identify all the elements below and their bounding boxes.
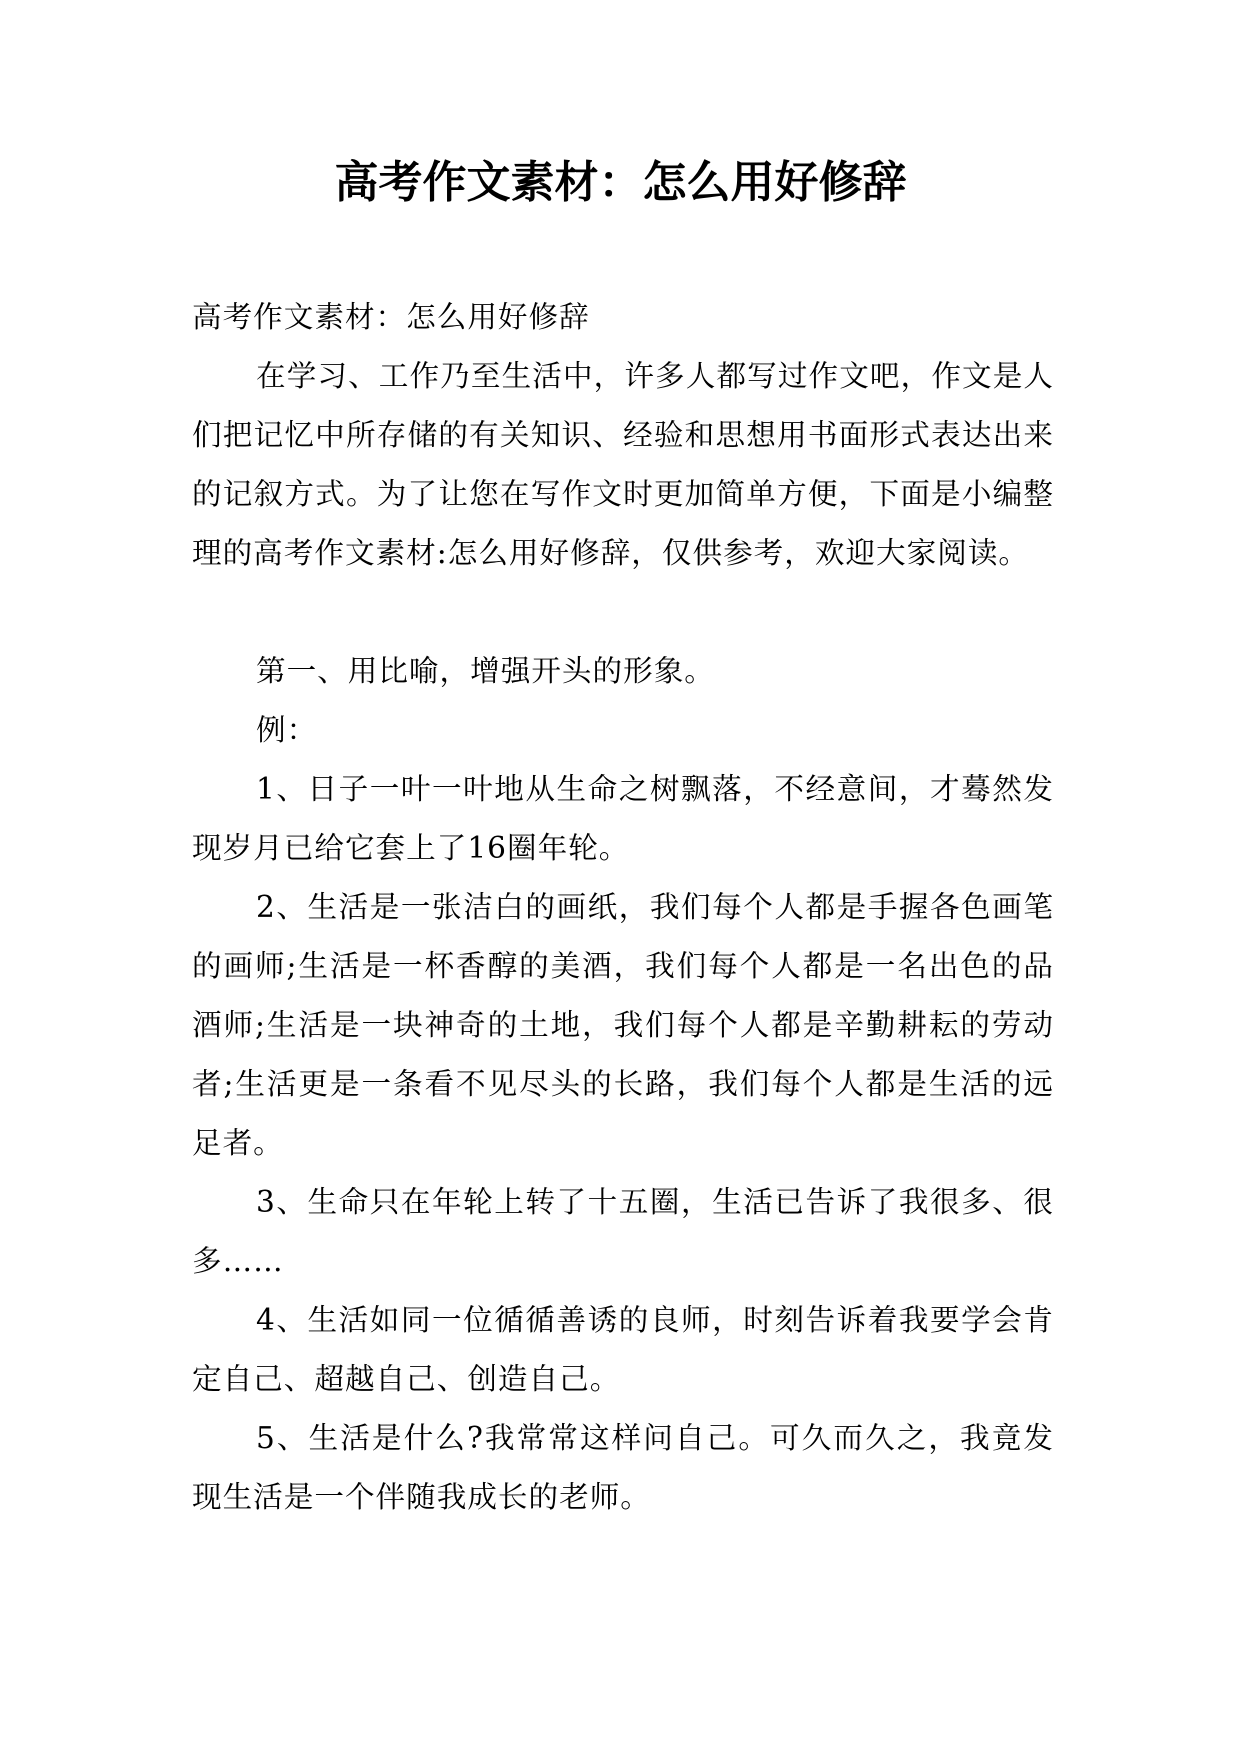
example-paragraph-2: 2、生活是一张洁白的画纸，我们每个人都是手握各色画笔的画师;生活是一杯香醇的美酒，我们每个人都是一名出色的品酒师;生活是一块神奇的土地，我们每个人都是辛勤耕耘的劳动者;生活更是一条看不见尽头的长路，我们每个人都是生活的远足者。: [192, 890, 1054, 1160]
example-label: 例：: [256, 713, 318, 747]
document-title: 高考作文素材：怎么用好修辞: [334, 157, 907, 208]
example-paragraph-1: 1、日子一叶一叶地从生命之树飘落，不经意间，才蓦然发现岁月已给它套上了16圈年轮。: [192, 772, 1054, 865]
document-subtitle: 高考作文素材：怎么用好修辞: [192, 300, 590, 334]
document-body: [192, 288, 1054, 1527]
example-paragraph-4: 4、生活如同一位循循善诱的良师，时刻告诉着我要学会肯定自己、超越自己、创造自己。: [192, 1303, 1054, 1396]
paragraph-spacer: [192, 583, 1054, 642]
example-paragraph-5: 5、生活是什么?我常常这样问自己。可久而久之，我竟发现生活是一个伴随我成长的老师。: [192, 1421, 1054, 1514]
intro-paragraph: 在学习、工作乃至生活中，许多人都写过作文吧，作文是人们把记忆中所存储的有关知识、经验和思想用书面形式表达出来的记叙方式。为了让您在写作文时更加简单方便，下面是小编整理的高考作文素材:怎么用好修辞，仅供参考，欢迎大家阅读。: [192, 359, 1054, 570]
example-paragraph-3: 3、生命只在年轮上转了十五圈，生活已告诉了我很多、很多……: [192, 1185, 1054, 1278]
section-heading: 第一、用比喻，增强开头的形象。: [256, 654, 715, 688]
